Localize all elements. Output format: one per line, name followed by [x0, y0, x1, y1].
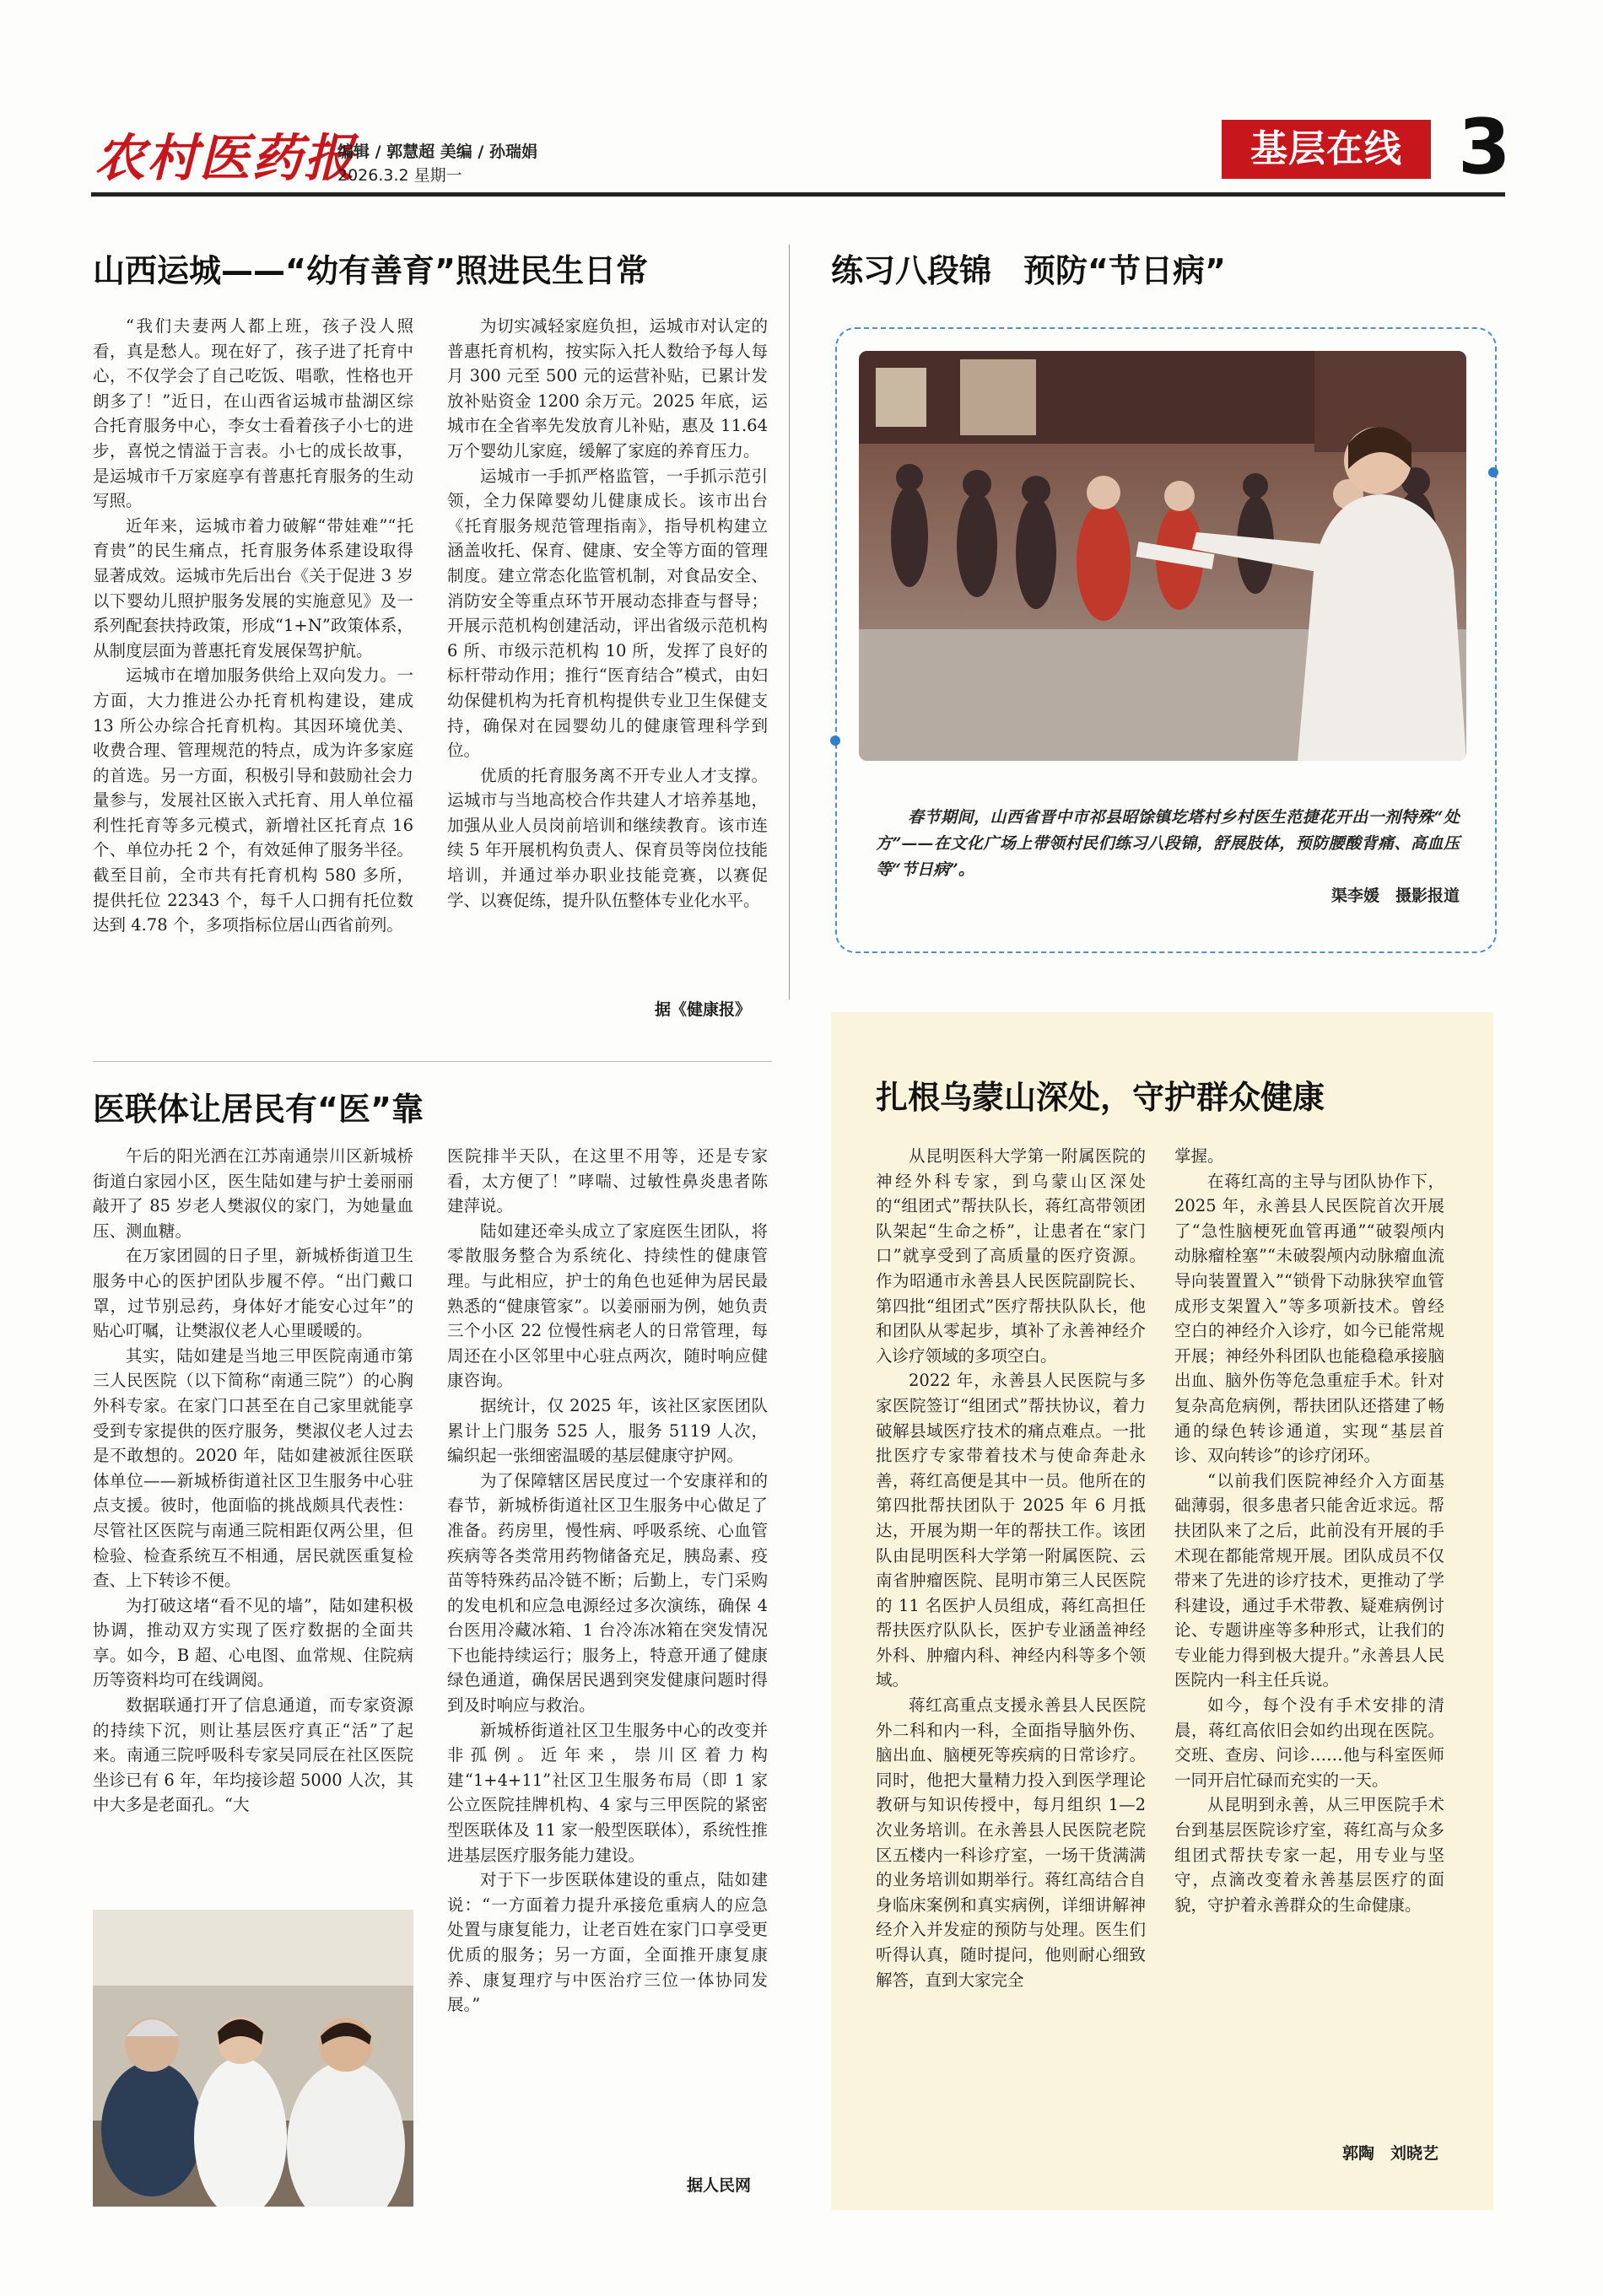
- paragraph: 从昆明医科大学第一附属医院的神经外科专家，到乌蒙山区深处的“组团式”帮扶队长，蒋红高带领团队架起“生命之桥”，让患者在“家门口”就享受到了高质量的医疗资源。作为昭通市永善县人民医院副院长、第四批“组团式”医疗帮扶队队长，他和团队从零起步，填补了永善神经介入诊疗领域的多项空白。: [876, 1146, 1146, 1366]
- article3-source: 据人民网: [686, 2176, 751, 2195]
- photo-credit: [876, 883, 1460, 909]
- paragraph: 为打破这堵“看不见的墙”，陆如建积极协调，推动双方实现了医疗数据的全面共享。如今，B 超、心电图、血常规、住院病历等资料均可在线调阅。: [93, 1595, 413, 1690]
- paragraph: 如今，每个没有手术安排的清晨，蒋红高依旧会如约出现在医院。交班、查房、问诊……他与科室医师一同开启忙碌而充实的一天。: [1174, 1695, 1444, 1790]
- article4-col2: [1174, 1144, 1444, 2122]
- column-divider: [789, 245, 790, 1000]
- photo-caption: [876, 805, 1460, 909]
- photographer-name: 渠李媛: [1330, 887, 1379, 905]
- edition-meta: [337, 140, 537, 187]
- article4-col1: [876, 1144, 1146, 2198]
- paragraph: “我们夫妻两人都上班，孩子没人照看，真是愁人。现在好了，孩子进了托育中心，不仅学会了自己吃饭、唱歌，性格也开朗多了！”近日，在山西省运城市盐湖区综合托育服务中心，李女士看着孩子小七的进步，喜悦之情溢于言表。小七的成长故事，是运城市千万家庭享有普惠托育服务的生动写照。: [93, 316, 413, 511]
- clinic-photo: [93, 1910, 413, 2207]
- article1-source: 据《健康报》: [654, 1000, 751, 1019]
- frame-dot: [1488, 467, 1498, 477]
- section-divider: [93, 1061, 772, 1062]
- paragraph: 为了保障辖区居民度过一个安康祥和的春节，新城桥街道社区卫生服务中心做足了准备。药房里，慢性病、呼吸系统、心血管疾病等各类常用药物储备充足，胰岛素、疫苗等特殊药品冷链不断；后勤上，专门采购的发电机和应急电源经过多次演练，确保 4 台医用冷藏冰箱、1 台冷冻冰箱在突发情况下也能持续运行；服务上，特意开通了健康绿色通道，确保居民遇到突发健康问题时得到及时响应与救治。: [447, 1470, 768, 1716]
- paragraph: 陆如建还牵头成立了家庭医生团队，将零散服务整合为系统化、持续性的健康管理。与此相应，护士的角色也延伸为居民最熟悉的“健康管家”。以姜丽丽为例，她负责三个小区 22 位慢性病老人的日常管理，每周还在小区邻里中心驻点两次，随时响应健康咨询。: [447, 1221, 768, 1391]
- paragraph: 运城市一手抓严格监管，一手抓示范引领，全力保障婴幼儿健康成长。该市出台《托育服务规范管理指南》，指导机构建立涵盖收托、保育、健康、安全等方面的管理制度。建立常态化监管机制，对食品安全、消防安全等重点环节开展动态排查与督导；开展示范机构创建活动，评出省级示范机构 6 所、市级示范机构 10 所，发挥了良好的标杆带动作用；推行“医育结合”模式，由妇幼保健机构为托育机构提供专业卫生保健支持，确保对在园婴幼儿的健康管理科学到位。: [447, 466, 768, 761]
- article2-title: 练习八段锦 预防“节日病”: [831, 252, 1226, 289]
- article3-col1: [93, 1144, 413, 1899]
- frame-dot: [830, 736, 840, 746]
- paragraph: 为切实减轻家庭负担，运城市对认定的普惠托育机构，按实际入托人数给予每人每月 300 元至 500 元的运营补贴，已累计发放补贴资金 1200 余万元。2025 年底，运城市在全省率先发放育儿补贴，惠及 11.64 万个婴幼儿家庭，缓解了家庭的养育压力。: [447, 316, 768, 461]
- caption-text: 春节期间，山西省晋中市祁县昭馀镇圪塔村乡村医生范捷花开出一剂特殊“处方”——在文化广场上带领村民们练习八段锦，舒展肢体，预防腰酸背痛、高血压等“节日病”。: [876, 808, 1460, 879]
- article3-col2: [447, 1144, 768, 2046]
- paragraph: 新城桥街道社区卫生服务中心的改变并非孤例。近年来，崇川区着力构建“1+4+11”社区卫生服务布局（即 1 家公立医院挂牌机构、4 家与三甲医院的紧密型医联体及 11 家一般型医联体），系统性推进基层医疗服务能力建设。: [447, 1720, 768, 1865]
- page-number: 3: [1458, 103, 1511, 191]
- paragraph: 其实，陆如建是当地三甲医院南通市第三人民医院（以下简称“南通三院”）的心胸外科专家。在家门口甚至在自己家里就能享受到专家提供的医疗服务，樊淑仪老人过去是不敢想的。2020 年，陆如建被派往医联体单位——新城桥街道社区卫生服务中心驻点支援。彼时，他面临的挑战颇具代表性：尽管社区医院与南通三院相距仅两公里，但检验、检查系统互不相通，居民就医重复检查、上下转诊不便。: [93, 1345, 413, 1591]
- paragraph: 2022 年，永善县人民医院与多家医院签订“组团式”帮扶协议，着力破解县域医疗技术的痛点难点。一批批医疗专家带着技术与使命奔赴永善，蒋红高便是其中一员。他所在的第四批帮扶团队于 2025 年 6 月抵达，开展为期一年的帮扶工作。该团队由昆明医科大学第一附属医院、云南省肿瘤医院、昆明市第三人民医院的 11 名医护人员组成，蒋红高担任帮扶医疗队队长，医护专业涵盖神经外科、肿瘤内科、神经内科等多个领域。: [876, 1371, 1146, 1690]
- article1-col2: [447, 314, 768, 989]
- baduanjin-photo: [859, 351, 1466, 761]
- masthead-logo: 农村医药报: [94, 129, 356, 188]
- paragraph: 近年来，运城市着力破解“带娃难”“托育贵”的民生痛点，托育服务体系建设取得显著成效。运城市先后出台《关于促进 3 岁以下婴幼儿照护服务发展的实施意见》及一系列配套扶持政策，形成“1+N”政策体系，从制度层面为普惠托育发展保驾护航。: [93, 515, 413, 660]
- paragraph: 掌握。: [1174, 1146, 1224, 1166]
- paragraph: 对于下一步医联体建设的重点，陆如建说：“一方面着力提升承接危重病人的应急处置与康复能力，让老百姓在家门口享受更优质的服务；另一方面，全面推开康复康养、康复理疗与中医治疗三位一体协同发展。”: [447, 1870, 768, 2015]
- article1-col1: [93, 314, 413, 1014]
- article4-byline: 郭陶 刘晓艺: [1341, 2144, 1438, 2163]
- paragraph: 数据联通打开了信息通道，而专家资源的持续下沉，则让基层医疗真正“活”了起来。南通三院呼吸科专家吴同辰在社区医院坐诊已有 6 年，年均接诊超 5000 人次，其中大多是老面孔。“大: [93, 1695, 413, 1815]
- credit-suffix: 摄影报道: [1395, 887, 1460, 905]
- article3-title: 医联体让居民有“医”靠: [93, 1091, 424, 1128]
- article1-title: 山西运城——“幼有善育”照进民生日常: [93, 252, 648, 289]
- paragraph: “以前我们医院神经介入方面基础薄弱，很多患者只能舍近求远。帮扶团队来了之后，此前没有开展的手术现在都能常规开展。团队成员不仅带来了先进的诊疗技术，更推动了学科建设，通过手术带教、疑难病例讨论、专题讲座等多种形式，让我们的专业能力得到极大提升。”永善县人民医院内一科主任兵说。: [1174, 1470, 1444, 1690]
- paragraph: 优质的托育服务离不开专业人才支撑。运城市与当地高校合作共建人才培养基地，加强从业人员岗前培训和继续教育。该市连续 5 年开展机构负责人、保育员等岗位技能培训，并通过举办职业技能竞赛，以赛促学、以赛促练，提升队伍整体专业化水平。: [447, 765, 768, 910]
- paragraph: 在蒋红高的主导与团队协作下，2025 年，永善县人民医院首次开展了“急性脑梗死血管再通”“破裂颅内动脉瘤栓塞”“未破裂颅内动脉瘤血流导向装置置入”“锁骨下动脉狭窄血管成形支架置入”等多项新技术。曾经空白的神经介入诊疗，如今已能常规开展；神经外科团队也能稳稳承接脑出血、脑外伤等危急重症手术。针对复杂高危病例，帮扶团队还搭建了畅通的绿色转诊通道，实现“基层首诊、双向转诊”的诊疗闭环。: [1174, 1171, 1444, 1466]
- paragraph: 据统计，仅 2025 年，该社区家医团队累计上门服务 525 人，服务 5119 人次，编织起一张细密温暖的基层健康守护网。: [447, 1395, 768, 1466]
- paragraph: 医院排半天队，在这里不用等，还是专家看，太方便了！”哮喘、过敏性鼻炎患者陈建萍说。: [447, 1146, 768, 1216]
- paragraph: 在万家团圆的日子里，新城桥街道卫生服务中心的医护团队步履不停。“出门戴口罩，过节别忌药，身体好才能安心过年”的贴心叮嘱，让樊淑仪老人心里暖暖的。: [93, 1246, 413, 1341]
- paragraph: 蒋红高重点支援永善县人民医院外二科和内一科，全面指导脑外伤、脑出血、脑梗死等疾病的日常诊疗。同时，他把大量精力投入到医学理论教研与知识传授中，每月组织 1—2 次业务培训。在永善县人民医院老院区五楼内一科诊疗室，一场干货满满的业务培训如期举行。蒋红高结合自身临床案例和真实病例，详细讲解神经介入并发症的预防与处理。医生们听得认真，随时提问，他则耐心细致解答，直到大家完全: [876, 1695, 1146, 1990]
- paragraph: 运城市在增加服务供给上双向发力。一方面，大力推进公办托育机构建设，建成 13 所公办综合托育机构。其因环境优美、收费合理、管理规范的特点，成为许多家庭的首选。另一方面，积极引导和鼓励社会力量参与，发展社区嵌入式托育、用人单位福利性托育等多元模式，新增社区托育点 16 个、单位办托 2 个，有效延伸了服务半径。截至目前，全市共有托育机构 580 多所，提供托位 22343 个，每千人口拥有托位数达到 4.78 个，多项指标位居山西省前列。: [93, 666, 413, 935]
- date-line: 2026.3.2 星期一: [337, 166, 462, 185]
- section-badge: 基层在线: [1222, 120, 1431, 179]
- article4-title: 扎根乌蒙山深处，守护群众健康: [876, 1079, 1325, 1116]
- paragraph: 从昆明到永善，从三甲医院手术台到基层医院诊疗室，蒋红高与众多组团式帮扶专家一起，用专业与坚守，点滴改变着永善基层医疗的面貌，守护着永善群众的生命健康。: [1174, 1795, 1444, 1915]
- header-rule: [91, 192, 1505, 197]
- editor-line: 编辑 / 郭慧超 美编 / 孙瑞娟: [337, 143, 537, 161]
- paragraph: 午后的阳光洒在江苏南通崇川区新城桥街道白家园小区，医生陆如建与护士姜丽丽敲开了 85 岁老人樊淑仪的家门，为她量血压、测血糖。: [93, 1146, 413, 1241]
